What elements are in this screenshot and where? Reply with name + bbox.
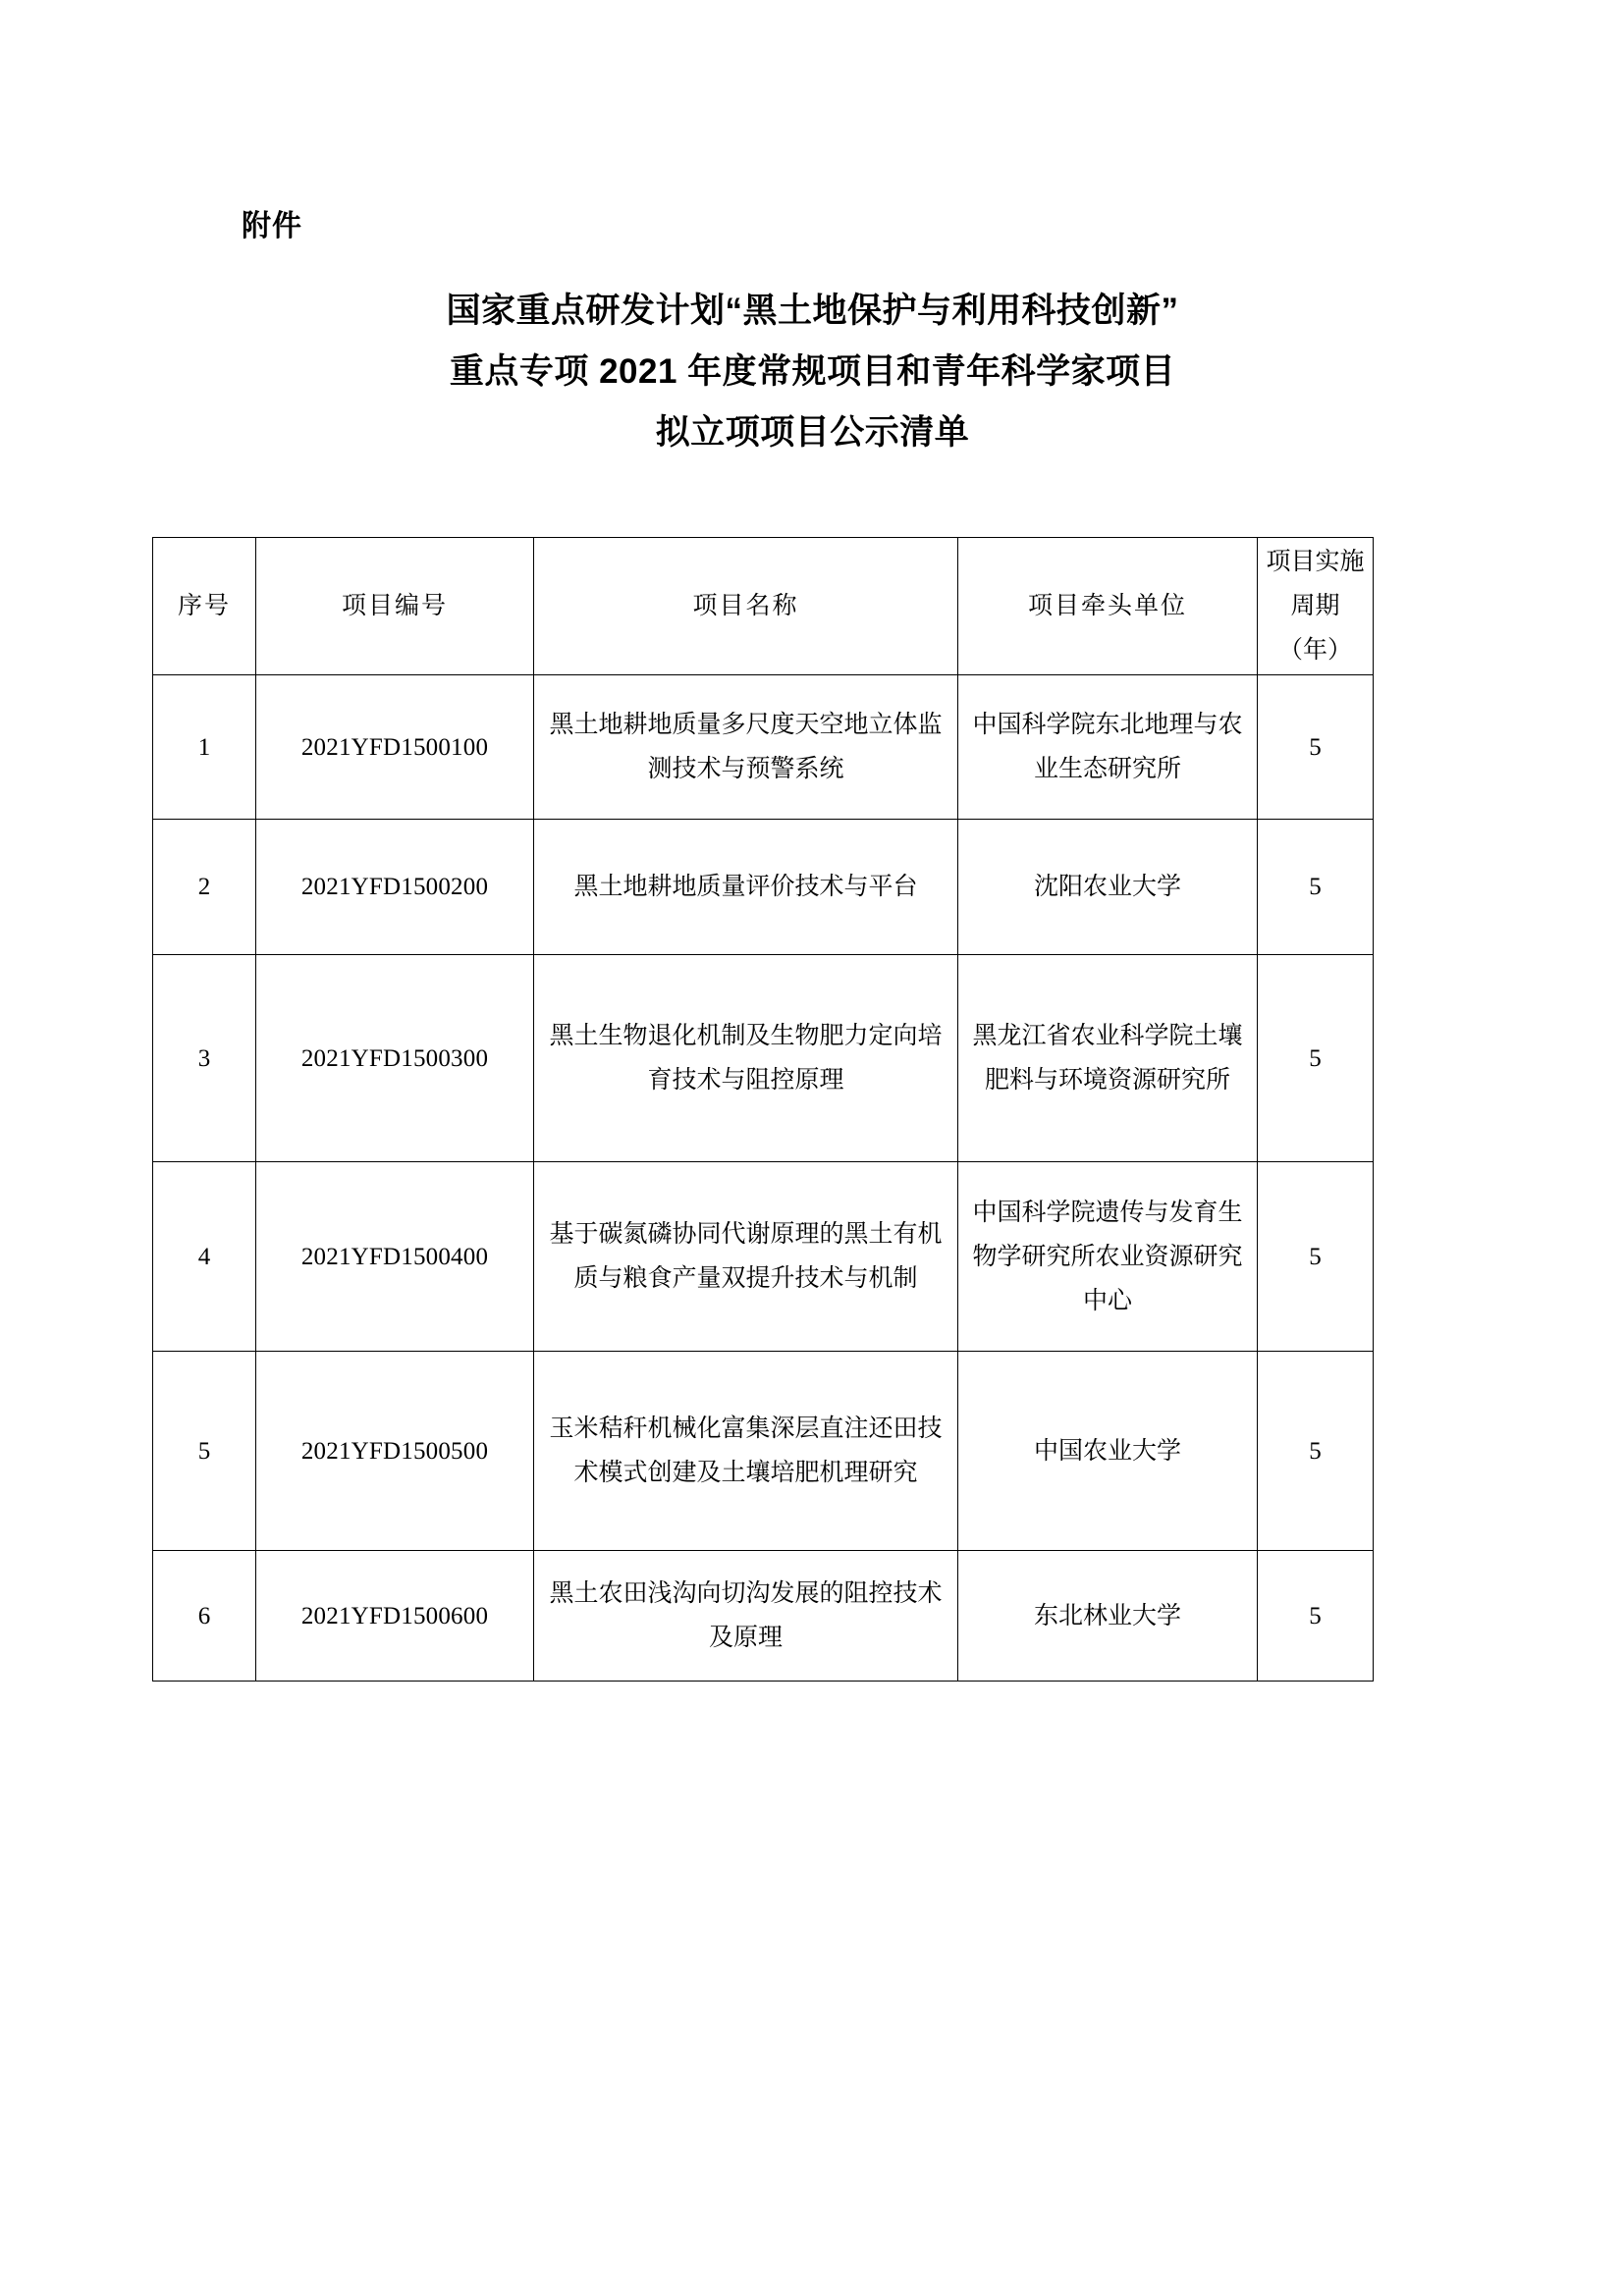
project-listing-table — [152, 537, 1374, 1682]
cell-org: 沈阳农业大学 — [958, 820, 1258, 955]
cell-no: 2 — [153, 820, 256, 955]
cell-code: 2021YFD1500600 — [256, 1551, 534, 1682]
table-header-row — [153, 538, 1374, 675]
page-title-line-3: 拟立项项目公示清单 — [655, 413, 970, 452]
cell-period: 5 — [1258, 1551, 1374, 1682]
cell-code: 2021YFD1500100 — [256, 675, 534, 820]
cell-code: 2021YFD1500200 — [256, 820, 534, 955]
cell-code: 2021YFD1500400 — [256, 1162, 534, 1352]
cell-no: 4 — [153, 1162, 256, 1352]
cell-org: 中国科学院遗传与发育生物学研究所农业资源研究中心 — [958, 1162, 1258, 1352]
cell-org: 东北林业大学 — [958, 1551, 1258, 1682]
table-row — [153, 820, 1374, 955]
cell-code: 2021YFD1500300 — [256, 955, 534, 1162]
cell-name: 基于碳氮磷协同代谢原理的黑土有机质与粮食产量双提升技术与机制 — [534, 1162, 958, 1352]
table-row — [153, 1551, 1374, 1682]
cell-org: 中国农业大学 — [958, 1352, 1258, 1551]
cell-period: 5 — [1258, 1352, 1374, 1551]
page-title-line-1: 国家重点研发计划“黑土地保护与利用科技创新” — [446, 292, 1179, 330]
cell-org: 中国科学院东北地理与农业生态研究所 — [958, 675, 1258, 820]
cell-name: 黑土地耕地质量评价技术与平台 — [534, 820, 958, 955]
page-title — [152, 281, 1473, 463]
cell-name: 玉米秸秆机械化富集深层直注还田技术模式创建及土壤培肥机理研究 — [534, 1352, 958, 1551]
page-title-line-2: 重点专项 2021 年度常规项目和青年科学家项目 — [449, 352, 1176, 391]
attachment-label: 附件 — [242, 210, 302, 242]
column-header-no: 序号 — [153, 538, 256, 675]
cell-name: 黑土生物退化机制及生物肥力定向培育技术与阻控原理 — [534, 955, 958, 1162]
table-row — [153, 955, 1374, 1162]
cell-code: 2021YFD1500500 — [256, 1352, 534, 1551]
cell-period: 5 — [1258, 1162, 1374, 1352]
cell-no: 3 — [153, 955, 256, 1162]
column-header-code: 项目编号 — [256, 538, 534, 675]
column-header-org: 项目牵头单位 — [958, 538, 1258, 675]
cell-period: 5 — [1258, 955, 1374, 1162]
table-row — [153, 675, 1374, 820]
cell-name: 黑土农田浅沟向切沟发展的阻控技术及原理 — [534, 1551, 958, 1682]
table-row — [153, 1352, 1374, 1551]
cell-period: 5 — [1258, 820, 1374, 955]
column-header-name: 项目名称 — [534, 538, 958, 675]
column-header-period: 项目实施周期（年） — [1258, 538, 1374, 675]
cell-no: 6 — [153, 1551, 256, 1682]
cell-org: 黑龙江省农业科学院土壤肥料与环境资源研究所 — [958, 955, 1258, 1162]
cell-name: 黑土地耕地质量多尺度天空地立体监测技术与预警系统 — [534, 675, 958, 820]
cell-no: 5 — [153, 1352, 256, 1551]
cell-no: 1 — [153, 675, 256, 820]
cell-period: 5 — [1258, 675, 1374, 820]
table-row — [153, 1162, 1374, 1352]
